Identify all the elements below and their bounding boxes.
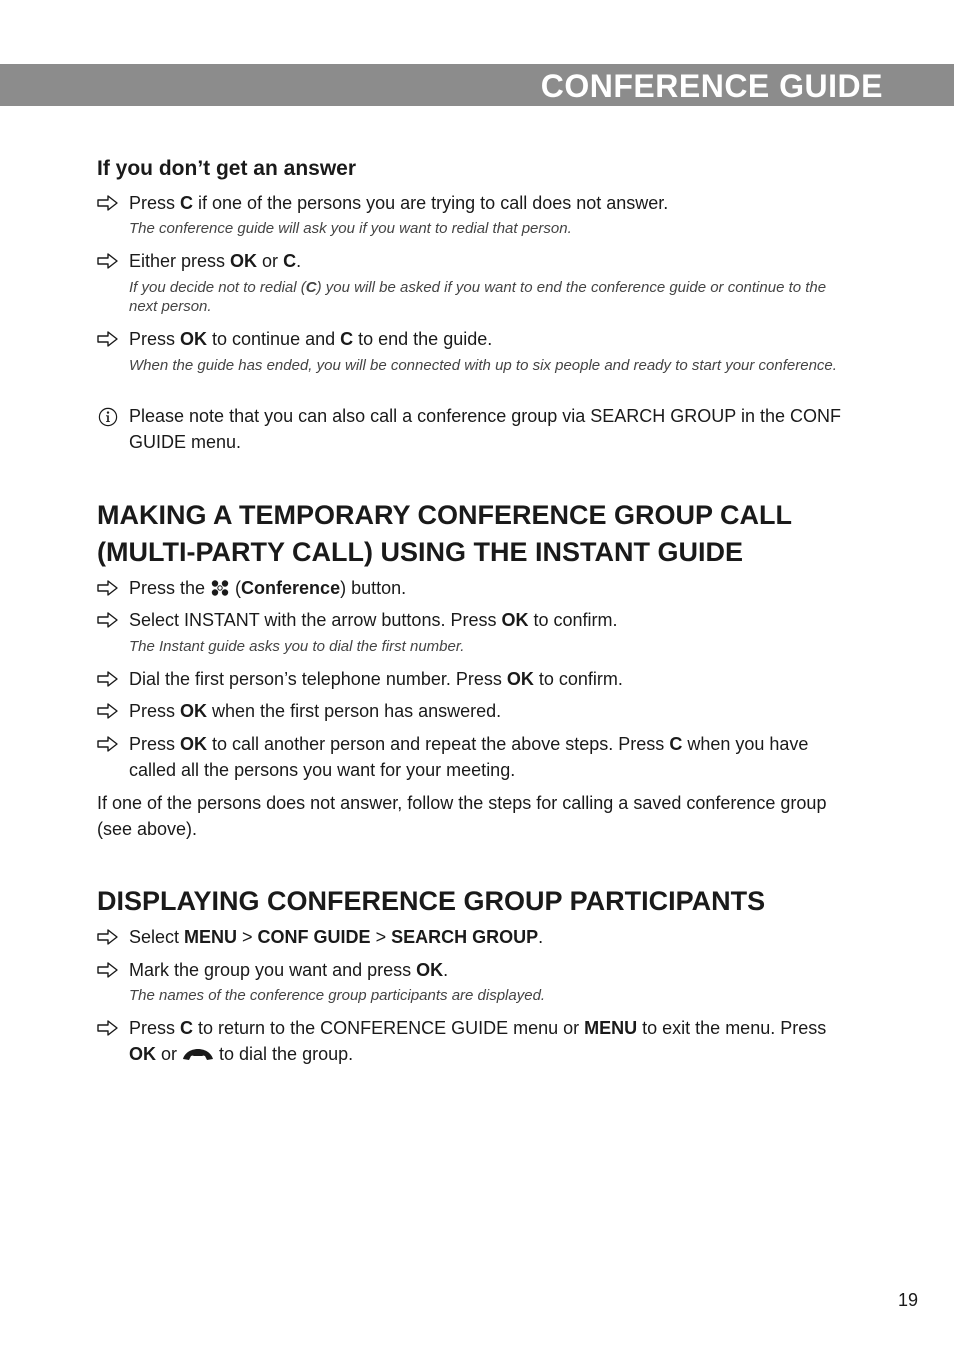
step-note: The names of the conference group participants are displayed.: [129, 987, 546, 1004]
arrow-right-icon: [97, 579, 119, 597]
step-item: Press C if one of the persons you are trying to call does not answer.: [97, 190, 842, 216]
step-item: Mark the group you want and press OK.: [97, 957, 842, 983]
step-item: Press OK to call another person and repeat the above steps. Press C when you have called all the persons you want for your meeting.: [97, 731, 842, 783]
section-heading: DISPLAYING CONFERENCE GROUP PARTICIPANTS: [97, 886, 766, 916]
section-subheading: If you don’t get an answer: [97, 157, 357, 180]
arrow-right-icon: [97, 1019, 119, 1037]
info-icon: [98, 407, 118, 427]
header-bar: [0, 64, 954, 106]
step-item: Press OK when the first person has answered.: [97, 698, 842, 724]
arrow-right-icon: [97, 961, 119, 979]
step-item: Press the (Conference) button.: [97, 575, 842, 601]
step-item: Press OK to continue and C to end the guide.: [97, 326, 842, 352]
arrow-right-icon: [97, 702, 119, 720]
arrow-right-icon: [97, 611, 119, 629]
step-item: Either press OK or C.: [97, 248, 842, 274]
conference-icon: [210, 579, 230, 597]
arrow-right-icon: [97, 928, 119, 946]
step-note: If you decide not to redial (C) you will be asked if you want to end the conference guide or continue to the next person.: [129, 279, 827, 315]
step-note: The Instant guide asks you to dial the first number.: [129, 638, 465, 655]
step-item: Dial the first person’s telephone number. Press OK to confirm.: [97, 666, 842, 692]
body-paragraph: If one of the persons does not answer, follow the steps for calling a saved conference group (see above).: [97, 793, 827, 839]
phone-offhook-icon: [182, 1047, 214, 1063]
arrow-right-icon: [97, 252, 119, 270]
arrow-right-icon: [97, 330, 119, 348]
step-item: Press C to return to the CONFERENCE GUIDE menu or MENU to exit the menu. Press OK or to dial the group.: [97, 1015, 842, 1067]
arrow-right-icon: [97, 194, 119, 212]
step-note: When the guide has ended, you will be connected with up to six people and ready to start your conference.: [129, 357, 837, 374]
arrow-right-icon: [97, 670, 119, 688]
info-note: Please note that you can also call a conference group via SEARCH GROUP in the CONF GUIDE menu.: [97, 403, 842, 455]
arrow-right-icon: [97, 735, 119, 753]
page-header-title: CONFERENCE GUIDE: [540, 68, 883, 104]
step-item: Select MENU > CONF GUIDE > SEARCH GROUP.: [97, 924, 842, 950]
page-number: 19: [897, 1290, 918, 1310]
step-item: Select INSTANT with the arrow buttons. Press OK to confirm.: [97, 607, 842, 633]
section-heading: MAKING A TEMPORARY CONFERENCE GROUP CALL (MULTI-PARTY CALL) USING THE INSTANT GUIDE: [97, 500, 792, 567]
step-note: The conference guide will ask you if you want to redial that person.: [129, 220, 572, 237]
